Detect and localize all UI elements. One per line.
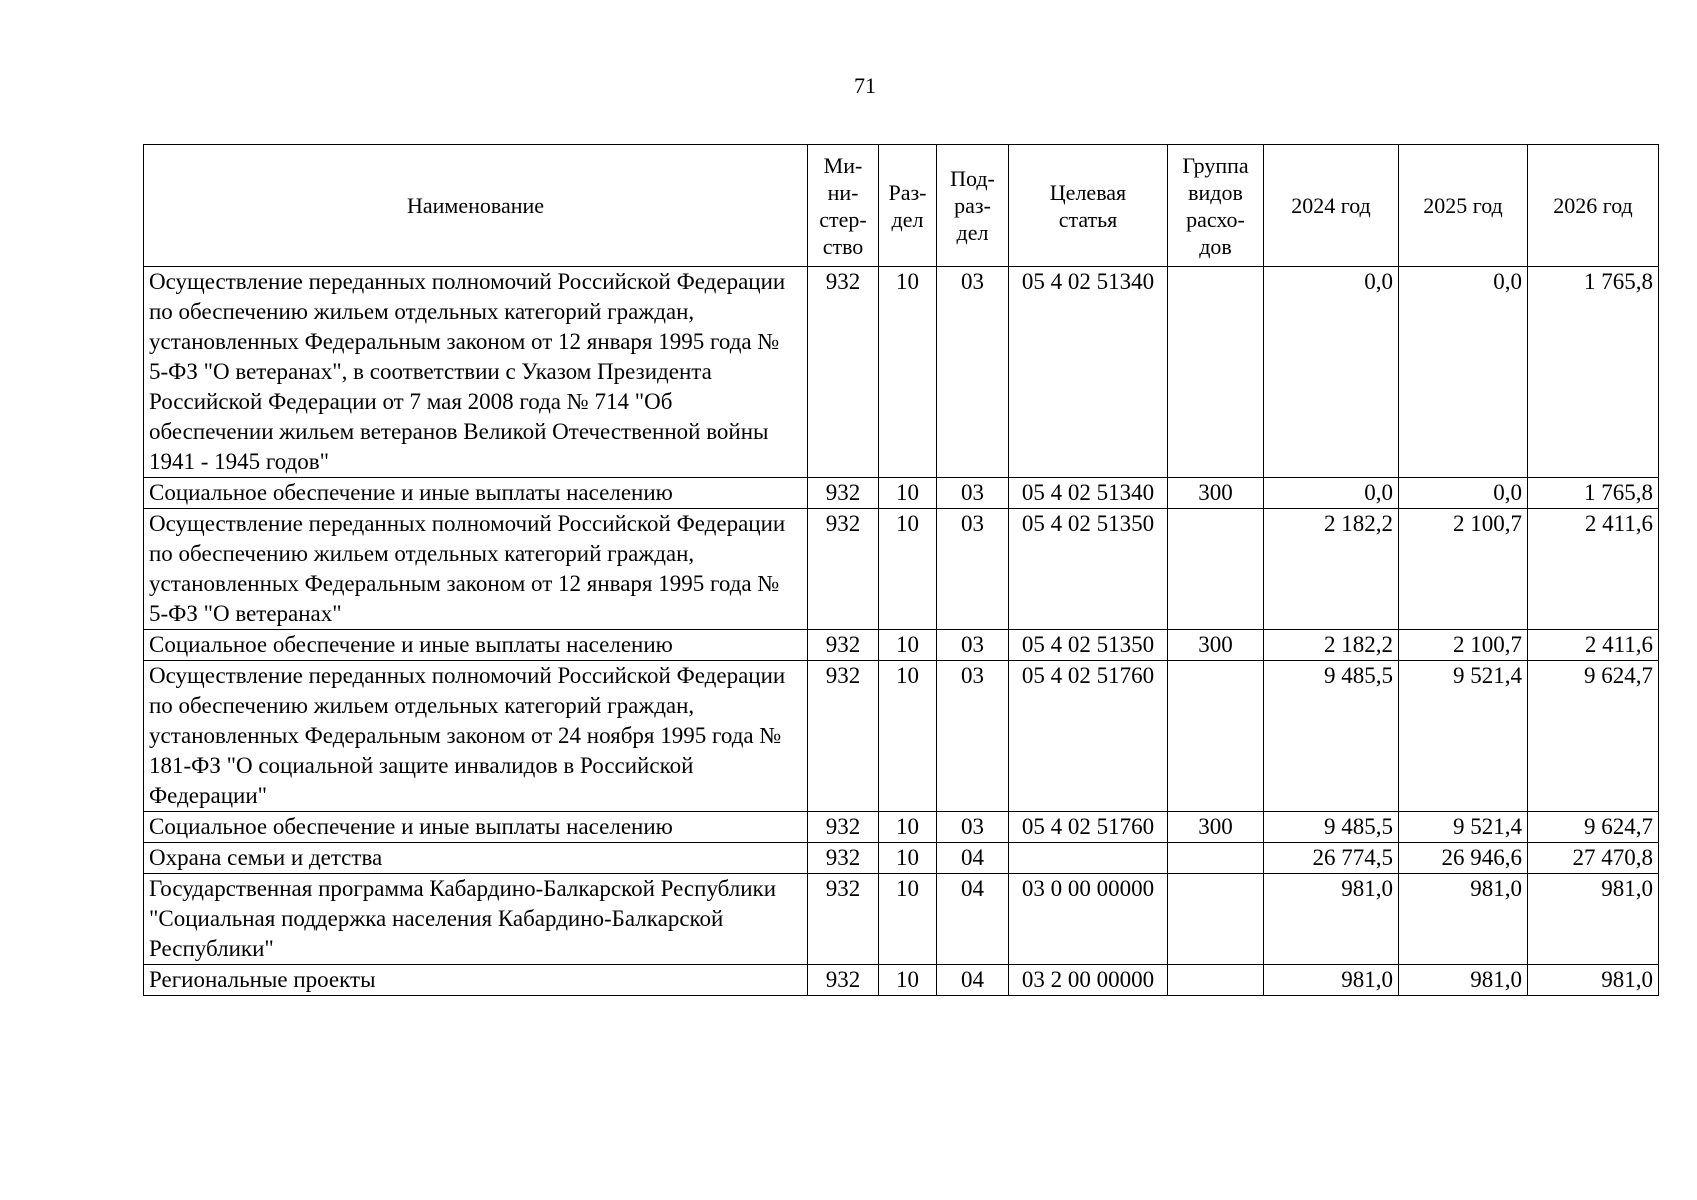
row-2024: 2 182,2 xyxy=(1264,630,1399,661)
row-ministry: 932 xyxy=(808,874,879,965)
row-2026: 27 470,8 xyxy=(1528,843,1659,874)
row-ministry: 932 xyxy=(808,843,879,874)
row-ministry: 932 xyxy=(808,661,879,812)
table-row xyxy=(144,843,1659,874)
row-name: Осуществление переданных полномочий Российской Федерации по обеспечению жильем отдельных категорий граждан, установленных Федеральным законом от 24 ноября 1995 года № 181-ФЗ "О социальной защите инвалидов в Российской Федерации" xyxy=(144,661,808,812)
row-name: Осуществление переданных полномочий Российской Федерации по обеспечению жильем отдельных категорий граждан, установленных Федеральным законом от 12 января 1995 года № 5-ФЗ "О ветеранах", в соответствии с Указом Президента Российской Федерации от 7 мая 2008 года № 714 "Об обеспечении жильем ветеранов Великой Отечественной войны 1941 - 1945 годов" xyxy=(144,267,808,478)
row-2026: 981,0 xyxy=(1528,965,1659,996)
row-ministry: 932 xyxy=(808,509,879,630)
table-header-row xyxy=(144,145,1659,267)
header-2024: 2024 год xyxy=(1264,145,1399,267)
row-section: 10 xyxy=(879,812,937,843)
header-2026: 2026 год xyxy=(1528,145,1659,267)
row-ministry: 932 xyxy=(808,812,879,843)
row-subsection: 03 xyxy=(937,661,1009,812)
header-name: Наименование xyxy=(144,145,808,267)
row-2025: 2 100,7 xyxy=(1399,630,1528,661)
row-group: 300 xyxy=(1168,812,1264,843)
row-target: 03 2 00 00000 xyxy=(1009,965,1168,996)
row-2024: 981,0 xyxy=(1264,874,1399,965)
row-group xyxy=(1168,965,1264,996)
table-row xyxy=(144,812,1659,843)
header-group: Группа видов расхо- дов xyxy=(1168,145,1264,267)
row-section: 10 xyxy=(879,843,937,874)
row-2025: 981,0 xyxy=(1399,874,1528,965)
row-subsection: 04 xyxy=(937,965,1009,996)
row-subsection: 04 xyxy=(937,874,1009,965)
header-subsection: Под- раз- дел xyxy=(937,145,1009,267)
page-number: 71 xyxy=(854,73,876,98)
row-name: Социальное обеспечение и иные выплаты населению xyxy=(144,812,808,843)
table-row xyxy=(144,661,1659,812)
row-target xyxy=(1009,843,1168,874)
row-group xyxy=(1168,267,1264,478)
row-name: Охрана семьи и детства xyxy=(144,843,808,874)
row-2024: 981,0 xyxy=(1264,965,1399,996)
row-name: Социальное обеспечение и иные выплаты населению xyxy=(144,478,808,509)
row-section: 10 xyxy=(879,509,937,630)
row-group xyxy=(1168,874,1264,965)
row-target: 05 4 02 51340 xyxy=(1009,267,1168,478)
table-body xyxy=(144,267,1659,996)
row-ministry: 932 xyxy=(808,965,879,996)
row-2026: 2 411,6 xyxy=(1528,630,1659,661)
header-ministry: Ми- ни- стер- ство xyxy=(808,145,879,267)
row-2024: 0,0 xyxy=(1264,267,1399,478)
row-2024: 2 182,2 xyxy=(1264,509,1399,630)
row-target: 05 4 02 51760 xyxy=(1009,661,1168,812)
row-name: Региональные проекты xyxy=(144,965,808,996)
table-row xyxy=(144,965,1659,996)
row-section: 10 xyxy=(879,661,937,812)
row-2026: 1 765,8 xyxy=(1528,478,1659,509)
row-2025: 2 100,7 xyxy=(1399,509,1528,630)
row-2024: 26 774,5 xyxy=(1264,843,1399,874)
row-name: Государственная программа Кабардино-Балкарской Республики "Социальная поддержка населения Кабардино-Балкарской Республики" xyxy=(144,874,808,965)
row-2025: 26 946,6 xyxy=(1399,843,1528,874)
budget-table xyxy=(143,144,1659,996)
row-2025: 9 521,4 xyxy=(1399,812,1528,843)
table-row xyxy=(144,509,1659,630)
row-2026: 9 624,7 xyxy=(1528,812,1659,843)
header-2025: 2025 год xyxy=(1399,145,1528,267)
row-2024: 9 485,5 xyxy=(1264,812,1399,843)
row-2026: 2 411,6 xyxy=(1528,509,1659,630)
row-2026: 9 624,7 xyxy=(1528,661,1659,812)
row-2026: 1 765,8 xyxy=(1528,267,1659,478)
row-target: 05 4 02 51340 xyxy=(1009,478,1168,509)
row-subsection: 03 xyxy=(937,812,1009,843)
row-section: 10 xyxy=(879,267,937,478)
header-section: Раз- дел xyxy=(879,145,937,267)
row-ministry: 932 xyxy=(808,478,879,509)
row-name: Социальное обеспечение и иные выплаты населению xyxy=(144,630,808,661)
row-subsection: 04 xyxy=(937,843,1009,874)
row-target: 03 0 00 00000 xyxy=(1009,874,1168,965)
row-2025: 981,0 xyxy=(1399,965,1528,996)
row-target: 05 4 02 51350 xyxy=(1009,630,1168,661)
row-subsection: 03 xyxy=(937,630,1009,661)
row-section: 10 xyxy=(879,874,937,965)
row-target: 05 4 02 51760 xyxy=(1009,812,1168,843)
table-row xyxy=(144,267,1659,478)
row-2025: 0,0 xyxy=(1399,267,1528,478)
row-section: 10 xyxy=(879,965,937,996)
table-row xyxy=(144,874,1659,965)
row-2025: 9 521,4 xyxy=(1399,661,1528,812)
table-row xyxy=(144,630,1659,661)
row-subsection: 03 xyxy=(937,478,1009,509)
row-subsection: 03 xyxy=(937,267,1009,478)
row-2024: 0,0 xyxy=(1264,478,1399,509)
row-2025: 0,0 xyxy=(1399,478,1528,509)
row-2024: 9 485,5 xyxy=(1264,661,1399,812)
row-group xyxy=(1168,843,1264,874)
row-group: 300 xyxy=(1168,630,1264,661)
row-2026: 981,0 xyxy=(1528,874,1659,965)
row-group xyxy=(1168,661,1264,812)
row-section: 10 xyxy=(879,630,937,661)
row-ministry: 932 xyxy=(808,267,879,478)
row-name: Осуществление переданных полномочий Российской Федерации по обеспечению жильем отдельных категорий граждан, установленных Федеральным законом от 12 января 1995 года № 5-ФЗ "О ветеранах" xyxy=(144,509,808,630)
row-section: 10 xyxy=(879,478,937,509)
row-group xyxy=(1168,509,1264,630)
row-ministry: 932 xyxy=(808,630,879,661)
row-group: 300 xyxy=(1168,478,1264,509)
header-target: Целевая статья xyxy=(1009,145,1168,267)
row-target: 05 4 02 51350 xyxy=(1009,509,1168,630)
table-row xyxy=(144,478,1659,509)
row-subsection: 03 xyxy=(937,509,1009,630)
